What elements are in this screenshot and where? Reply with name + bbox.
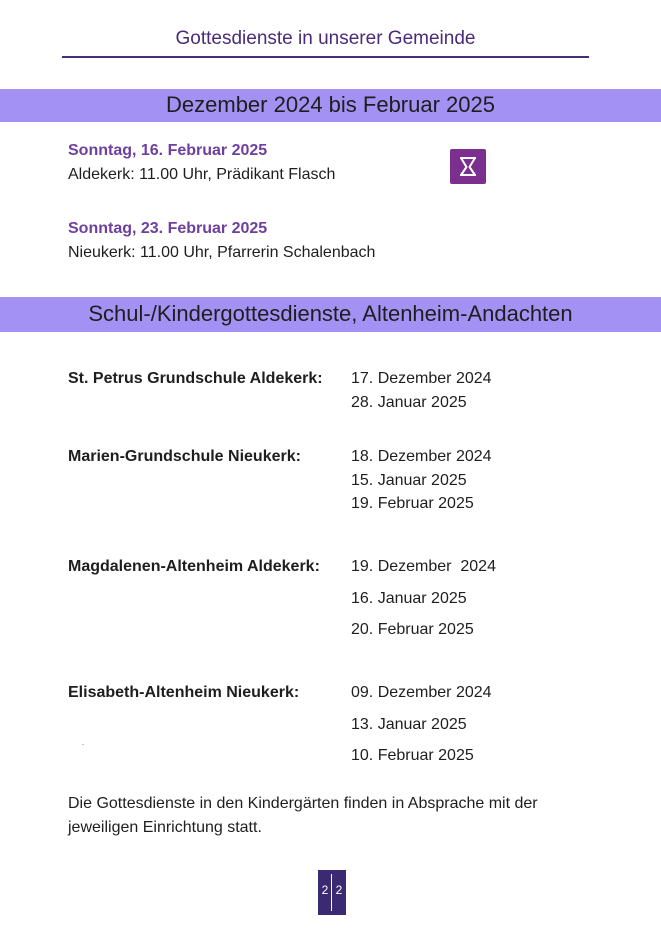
scan-speck — [82, 744, 84, 745]
schedule-location: Elisabeth-Altenheim Nieukerk: — [68, 684, 300, 701]
service-date: Sonntag, 23. Februar 2025 — [68, 220, 268, 237]
service-entry — [68, 139, 335, 187]
schedule-date: 18. Dezember 2024 — [351, 448, 492, 465]
schedule-date: 13. Januar 2025 — [351, 716, 467, 733]
schedule-date: 16. Januar 2025 — [351, 590, 467, 607]
schedule-date: 19. Februar 2025 — [351, 495, 474, 512]
page-number-badge — [318, 870, 346, 915]
section-title-school: Schul-/Kindergottesdienste, Altenheim-Andachten — [88, 301, 573, 326]
page-title: Gottesdienste in unserer Gemeinde — [175, 28, 476, 49]
service-detail: Nieukerk: 11.00 Uhr, Pfarrerin Schalenbach — [68, 244, 376, 261]
section-banner-school — [0, 297, 661, 332]
schedule-date: 20. Februar 2025 — [351, 621, 474, 638]
section-banner-winter — [0, 89, 661, 122]
service-entry — [68, 217, 375, 265]
schedule-location: Marien-Grundschule Nieukerk: — [68, 448, 301, 465]
schedule-date: 17. Dezember 2024 — [351, 370, 492, 387]
service-date: Sonntag, 16. Februar 2025 — [68, 142, 268, 159]
schedule-location: St. Petrus Grundschule Aldekerk: — [68, 370, 323, 387]
schedule-date: 28. Januar 2025 — [351, 394, 467, 411]
kindergarten-note: Die Gottesdienste in den Kindergärten finden in Absprache mit der jeweiligen Einrichtung statt. — [68, 795, 538, 836]
schedule-date: 15. Januar 2025 — [351, 472, 467, 489]
schedule-date: 09. Dezember 2024 — [351, 684, 492, 701]
section-title-winter: Dezember 2024 bis Februar 2025 — [166, 92, 495, 117]
page-number-digit: 2 — [321, 883, 329, 897]
schedule-date: 10. Februar 2025 — [351, 747, 474, 764]
page-header — [62, 0, 589, 58]
service-detail: Aldekerk: 11.00 Uhr, Prädikant Flasch — [68, 166, 336, 183]
schedule-location: Magdalenen-Altenheim Aldekerk: — [68, 558, 320, 575]
chalice-icon — [450, 149, 486, 184]
schedule-date: 19. Dezember 2024 — [351, 558, 496, 575]
page-number-digit: 2 — [335, 883, 343, 897]
